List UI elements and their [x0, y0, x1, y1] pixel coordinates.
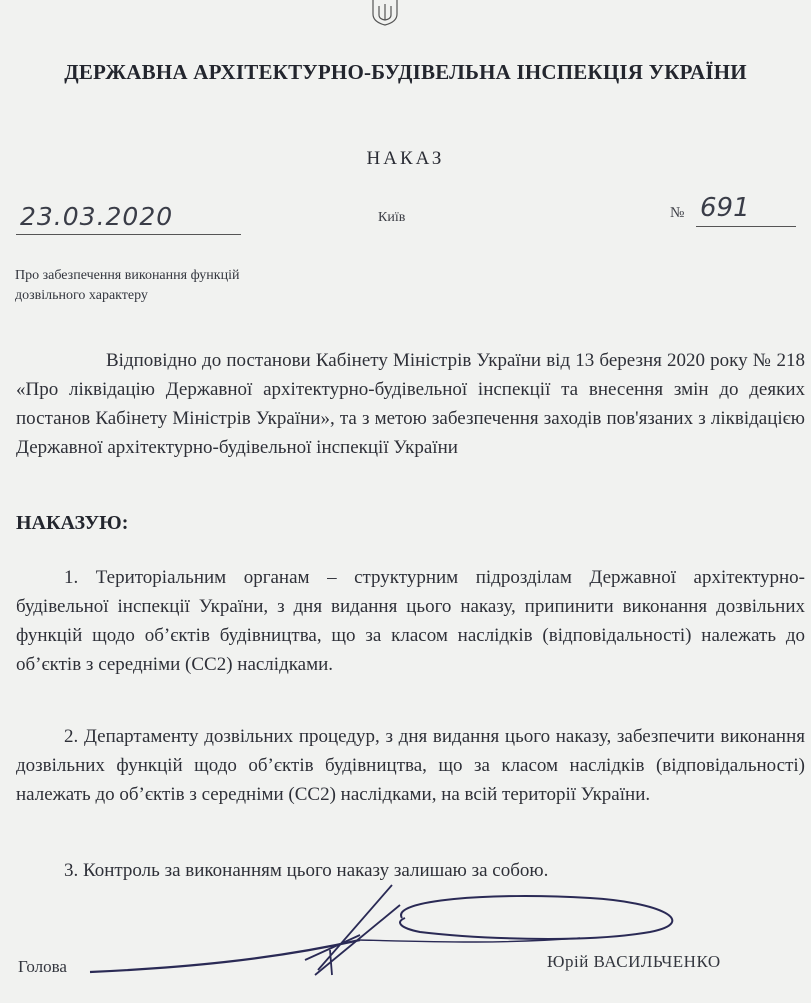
date-underline [16, 234, 241, 235]
order-number: 691 [700, 193, 750, 223]
order-heading: НАКАЗУЮ: [16, 512, 129, 534]
order-number-field [668, 193, 798, 233]
order-item-1: 1. Територіальним органам – структурним підрозділам Державної архітектурно-будівельної інспекції України, з дня видання цього наказу, припинити виконання дозвільних функцій щодо об’єктів будівництва, що за класом наслідків (відповідальності) належать до об’єктів з середніми (СС2) наслідками. [16, 567, 805, 675]
number-sign: № [670, 205, 685, 221]
document-title: НАКАЗ [366, 148, 445, 169]
handwritten-signature-icon [60, 880, 700, 990]
order-city: Київ [378, 210, 406, 225]
order-item-3: 3. Контроль за виконанням цього наказу залишаю за собою. [64, 860, 549, 881]
signatory-name: Юрій ВАСИЛЬЧЕНКО [547, 952, 721, 971]
number-underline [696, 226, 796, 227]
preamble-paragraph: Відповідно до постанови Кабінету Міністрів України від 13 березня 2020 року № 218 «Про ліквідацію Державної архітектурно-будівельної інспекції та внесення змін до деяких постанов Кабінету Міністрів України», та з метою забезпечення заходів пов'язаних з ліквідацією Державної архітектурно-будівельної інспекції України [16, 350, 805, 458]
order-date: 23.03.2020 [20, 202, 174, 231]
order-date-field [16, 200, 241, 240]
order-item-2: 2. Департаменту дозвільних процедур, з дня видання цього наказу, забезпечити виконання дозвільних функцій щодо об’єктів будівництва, що за класом наслідків (відповідальності) належать до об’єктів з середніми (СС2) наслідками, на всій території України. [16, 726, 805, 805]
signatory-position: Голова [18, 957, 67, 976]
organization-name: ДЕРЖАВНА АРХІТЕКТУРНО-БУДІВЕЛЬНА ІНСПЕКЦІЯ УКРАЇНИ [64, 60, 747, 84]
order-subject: Про забезпечення виконання функцій дозвільного характеру [15, 268, 240, 303]
trident-emblem-icon [370, 0, 400, 26]
